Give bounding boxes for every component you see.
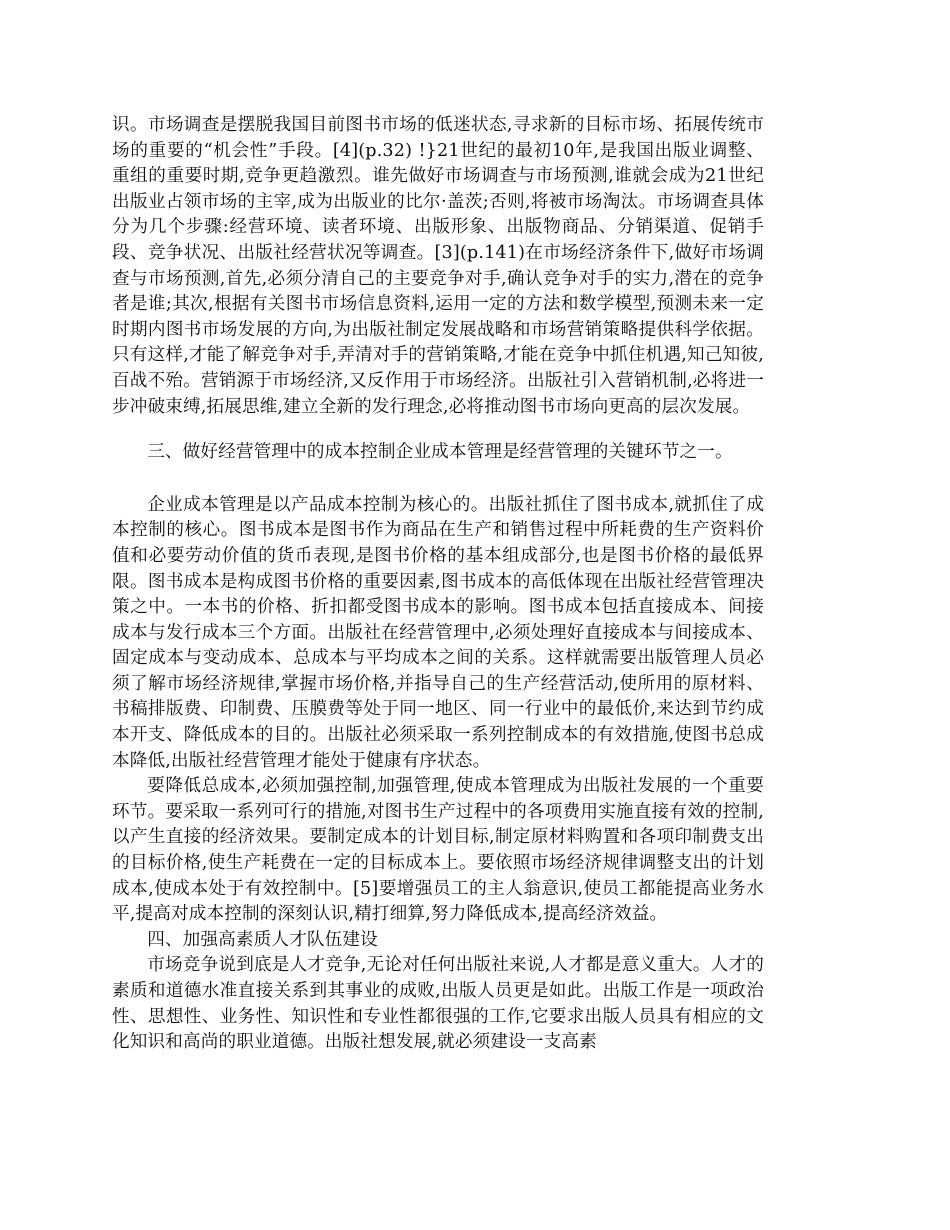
section-heading-cost-control: 三、做好经营管理中的成本控制企业成本管理是经营管理的关键环节之一。	[147, 442, 733, 463]
paragraph-market-research: 识。市场调查是摆脱我国目前图书市场的低迷状态,寻求新的目标市场、拓展传统市场的重要的“机会性”手段。[4](p.32) !}21世纪的最初10年,是我国出版业调整、重组的重要时期,竞争更趋激烈。谁先做好市场调查与市场预测,谁就会成为21世纪出版业占领市场的主宰,成为出版业的比尔·盖茨;否则,将被市场淘汰。市场调查具体分为几个步骤:经营环境、读者环境、出版形象、出版物商品、分销渠道、促销手段、竞争状况、出版社经营状况等调查。[3](p.141)在市场经济条件下,做好市场调查与市场预测,首先,必须分清自己的主要竞争对手,确认竞争对手的实力,潜在的竞争者是谁;其次,根据有关图书市场信息资料,运用一定的方法和数学模型,预测未来一定时期内图书市场发展的方向,为出版社制定发展战略和市场营销策略提供科学依据。只有这样,才能了解竞争对手,弄清对手的营销策略,才能在竞争中抓住机遇,知己知彼,百战不殆。营销源于市场经济,又反作用于市场经济。出版社引入营销机制,必将进一步冲破束缚,拓展思维,建立全新的发行理念,必将推动图书市场向更高的层次发展。	[112, 115, 764, 417]
paragraph-reduce-total-cost: 要降低总成本,必须加强控制,加强管理,使成本管理成为出版社发展的一个重要环节。要采取一系列可行的措施,对图书生产过程中的各项费用实施直接有效的控制,以产生直接的经济效果。要制定成本的计划目标,制定原材料购置和各项印制费支出的目标价格,使生产耗费在一定的目标成本上。要依照市场经济规律调整支出的计划成本,使成本处于有效控制中。[5]要增强员工的主人翁意识,使员工都能提高业务水平,提高对成本控制的深刻认识,精打细算,努力降低成本,提高经济效益。	[112, 776, 764, 925]
paragraph-talent-competition: 市场竞争说到底是人才竞争,无论对任何出版社来说,人才都是意义重大。人才的素质和道德水准直接关系到其事业的成败,出版人员更是如此。出版工作是一项政治性、思想性、业务性、知识性和专业性都很强的工作,它要求出版人员具有相应的文化知识和高尚的职业道德。出版社想发展,就必须建设一支高素	[112, 955, 764, 1053]
section-heading-talent: 四、加强高素质人才队伍建设	[147, 929, 378, 950]
paragraph-cost-management: 企业成本管理是以产品成本控制为核心的。出版社抓住了图书成本,就抓住了成本控制的核心。图书成本是图书作为商品在生产和销售过程中所耗费的生产资料价值和必要劳动价值的货币表现,是图书价格的基本组成部分,也是图书价格的最低界限。图书成本是构成图书价格的重要因素,图书成本的高低体现在出版社经营管理决策之中。一本书的价格、折扣都受图书成本的影响。图书成本包括直接成本、间接成本与发行成本三个方面。出版社在经营管理中,必须处理好直接成本与间接成本、固定成本与变动成本、总成本与平均成本之间的关系。这样就需要出版管理人员必须了解市场经济规律,掌握市场价格,并指导自己的生产经营活动,使所用的原材料、书稿排版费、印制费、压膜费等处于同一地区、同一行业中的最低价,来达到节约成本开支、降低成本的目的。出版社必须采取一系列控制成本的有效措施,使图书总成本降低,出版社经营管理才能处于健康有序状态。	[112, 494, 764, 771]
document-body	[112, 113, 764, 1056]
